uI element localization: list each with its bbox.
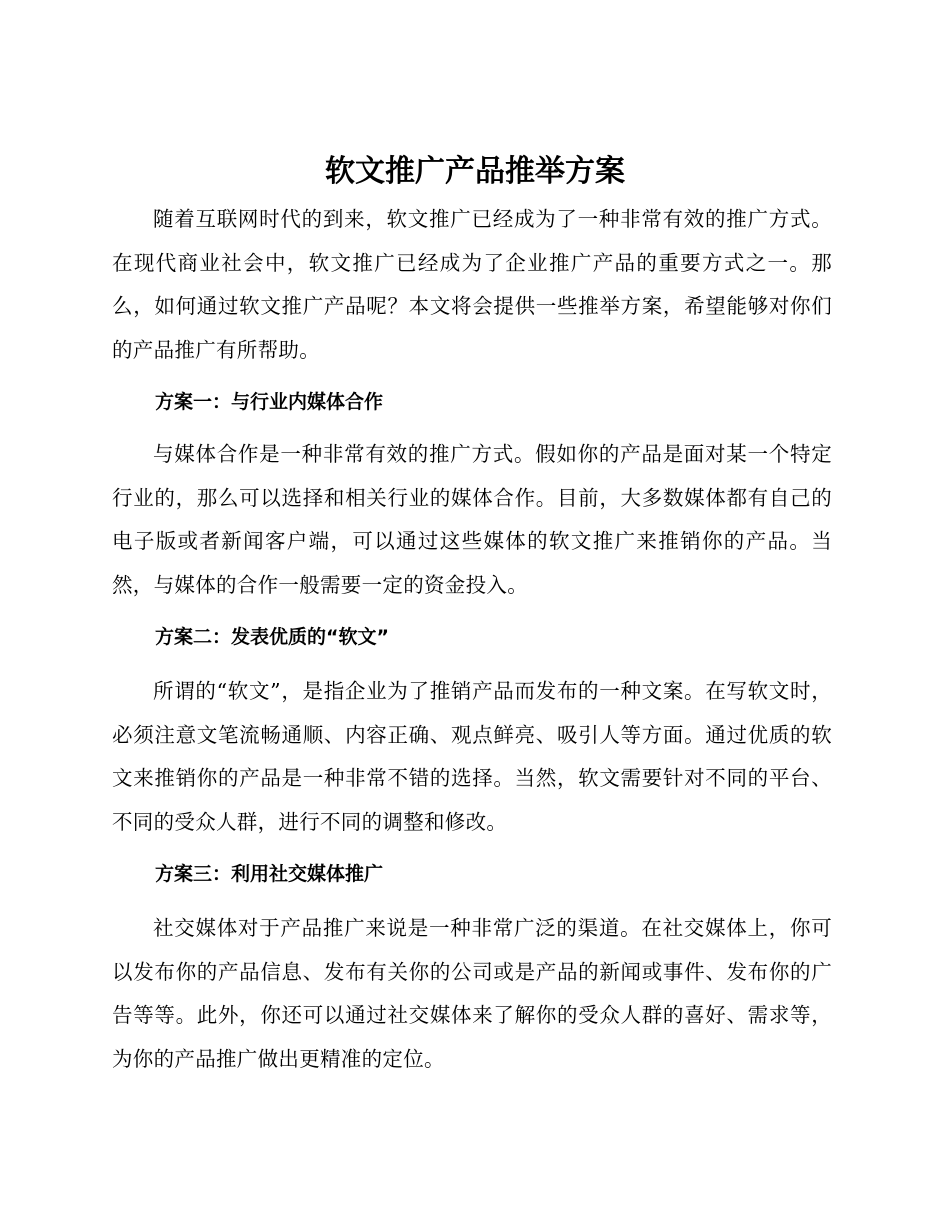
section-1-heading: 方案一：与行业内媒体合作 [155,391,384,413]
section-1-paragraph: 与媒体合作是一种非常有效的推广方式。假如你的产品是面对某一个特定行业的，那么可以选择和相关行业的媒体合作。目前，大多数媒体都有自己的电子版或者新闻客户端，可以通过这些媒体的软文推广来推销你的产品。当然，与媒体的合作一般需要一定的资金投入。 [112,442,832,597]
intro-paragraph: 随着互联网时代的到来，软文推广已经成为了一种非常有效的推广方式。在现代商业社会中，软文推广已经成为了企业推广产品的重要方式之一。那么，如何通过软文推广产品呢？本文将会提供一些推举方案，希望能够对你们的产品推广有所帮助。 [112,207,832,362]
section-3-paragraph: 社交媒体对于产品推广来说是一种非常广泛的渠道。在社交媒体上，你可以发布你的产品信息、发布有关你的公司或是产品的新闻或事件、发布你的广告等等。此外，你还可以通过社交媒体来了解你的受众人群的喜好、需求等，为你的产品推广做出更精准的定位。 [112,916,832,1071]
section-2-paragraph: 所谓的“软文”，是指企业为了推销产品而发布的一种文案。在写软文时，必须注意文笔流畅通顺、内容正确、观点鲜亮、吸引人等方面。通过优质的软文来推销你的产品是一种非常不错的选择。当然，软文需要针对不同的平台、不同的受众人群，进行不同的调整和修改。 [112,679,832,834]
document-title: 软文推广产品推举方案 [325,154,625,189]
section-3-heading: 方案三：利用社交媒体推广 [155,863,384,885]
section-2-heading: 方案二：发表优质的“软文” [155,626,389,648]
